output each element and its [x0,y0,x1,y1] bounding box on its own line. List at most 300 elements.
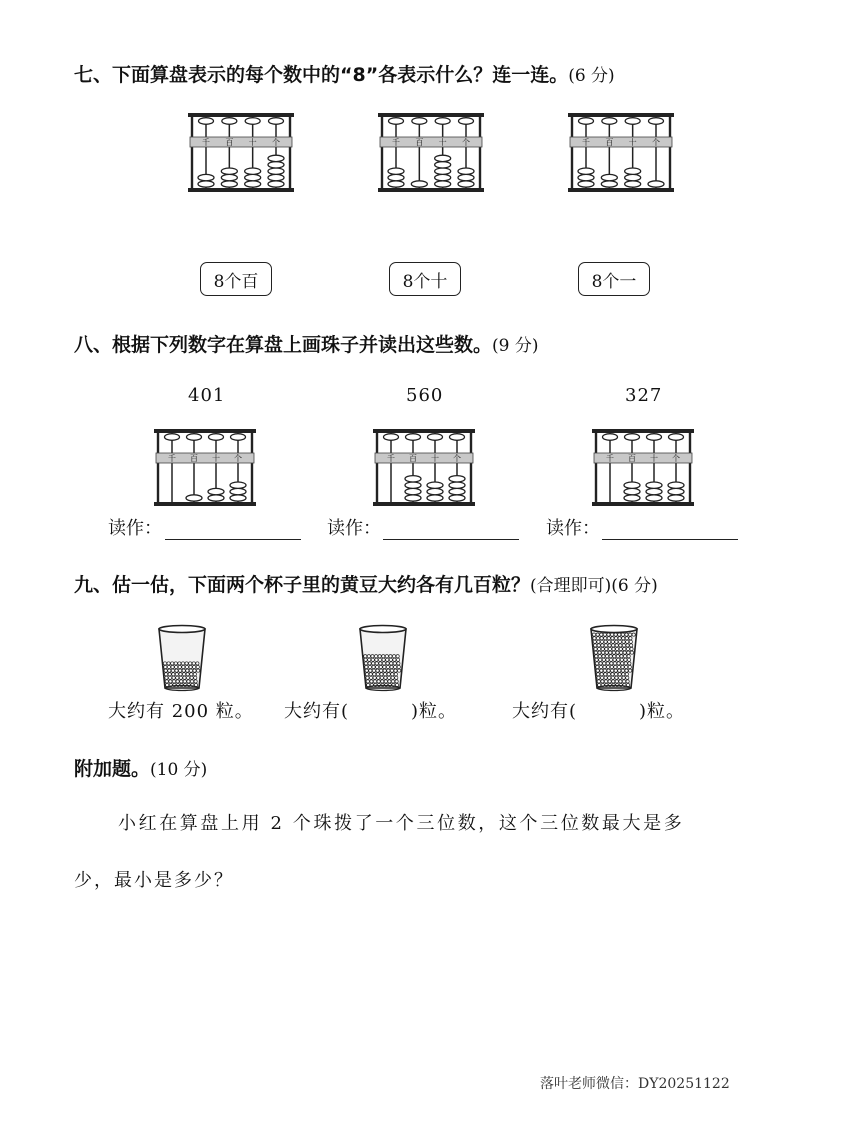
bean [389,655,392,658]
bean [163,662,166,665]
read-label-2: 读作： [327,518,381,539]
bean [180,680,183,683]
bean [183,676,186,679]
bean [602,658,605,661]
bean [620,655,623,658]
bean [626,647,629,650]
bean [387,669,390,672]
bean [596,673,599,676]
bean [613,658,616,661]
bean [172,676,175,679]
bean [390,669,393,672]
abacus-lower-bead [427,488,443,494]
bean [377,680,380,683]
bean [378,655,381,658]
bean [164,665,167,668]
bean [397,662,400,665]
abacus-upper-bead [187,434,202,441]
read-answer-line-1[interactable] [165,539,301,540]
bean [612,644,615,647]
bean [164,669,167,672]
abacus-place-label: 百 [628,454,636,463]
bean [392,655,395,658]
abacus-upper-bead [603,434,618,441]
abacus-upper-bead [165,434,180,441]
abacus-upper-bead [231,434,246,441]
cup-2-estimate[interactable] [284,697,457,723]
bean [599,662,602,665]
bean [381,680,384,683]
bean [615,680,618,683]
bean [189,665,192,668]
bean [183,680,186,683]
bean [365,665,368,668]
bean [182,665,185,668]
bean [627,651,630,654]
bean [393,658,396,661]
abacus-place-label: 百 [190,454,198,463]
bean [397,665,400,668]
abacus-lower-bead [458,181,474,187]
abacus-lower-bead [268,168,284,174]
bean [602,651,605,654]
abacus-lower-bead [449,476,465,482]
abacus-top-bar [154,429,256,433]
bean [606,662,609,665]
bean [383,669,386,672]
bean [386,658,389,661]
bean [387,673,390,676]
bean [594,647,597,650]
bean [176,676,179,679]
bean [610,633,613,636]
bean [611,640,614,643]
bean [622,673,625,676]
abacus-place-label: 十 [438,138,447,147]
bean [600,633,603,636]
bean [192,662,195,665]
abacus-place-label: 十 [248,138,257,147]
bean [609,655,612,658]
bean [372,669,375,672]
bean [178,665,181,668]
abacus-lower-bead [388,168,404,174]
bean [598,651,601,654]
cup-3-estimate[interactable] [512,697,685,723]
q7-title: 七、下面算盘表示的每个数中的“8”各表示什么？连一连。 [74,64,569,86]
bean [398,669,401,672]
bean [625,633,628,636]
bean [189,669,192,672]
bean [364,658,367,661]
bean [372,662,375,665]
bean [626,640,629,643]
bean [604,644,607,647]
abacus-top-bar [188,113,294,117]
footer-watermark: 落叶老师微信：DY20251122 [540,1076,730,1092]
q8-abacus-3[interactable] [590,428,696,508]
bean [600,637,603,640]
bean [190,673,193,676]
bean [376,665,379,668]
abacus-upper-bead [406,434,421,441]
bean [612,680,615,683]
abacus-upper-bead [412,118,427,125]
abacus-upper-bead [269,118,284,125]
bean [597,676,600,679]
bean [165,680,168,683]
bean [619,647,622,650]
bean [390,665,393,668]
bean [172,680,175,683]
bean [378,658,381,661]
bean [605,655,608,658]
cup-2-prefix: 大约有( [284,701,350,722]
bean [196,665,199,668]
bean [396,655,399,658]
abacus-upper-bead [647,434,662,441]
bean [185,665,188,668]
abacus-bottom-bar [378,188,484,192]
option-label: 8个一 [591,271,637,292]
bean [374,655,377,658]
bean [623,655,626,658]
bean [389,658,392,661]
bean [386,662,389,665]
bean [612,651,615,654]
bean [608,676,611,679]
bean [167,662,170,665]
abacus-upper-bead [602,118,617,125]
bean [365,669,368,672]
bean [626,676,629,679]
bean [194,680,197,683]
q9-points: (合理即可)(6 分) [530,576,658,596]
abacus-lower-bead [186,495,202,501]
bean [190,676,193,679]
bean [607,665,610,668]
option-8-hundreds[interactable] [200,262,272,296]
bean [627,658,630,661]
q8-abacus-2[interactable] [371,428,477,508]
bean [373,676,376,679]
abacus-place-label: 千 [168,454,176,463]
bean [371,655,374,658]
bean [391,676,394,679]
bean [187,680,190,683]
bean [604,673,607,676]
abacus-lower-bead [198,181,214,187]
q7-abacus-3 [566,112,676,194]
bean [595,655,598,658]
abacus-upper-bead [199,118,214,125]
bean [382,655,385,658]
abacus-lower-bead [435,155,451,161]
bean [171,665,174,668]
bean [601,647,604,650]
bean [616,647,619,650]
cup-2-suffix: )粒。 [411,701,458,722]
option-label: 8个十 [402,271,448,292]
bean [174,662,177,665]
bean [594,651,597,654]
bean [368,662,371,665]
abacus-lower-bead [435,162,451,168]
bean [185,662,188,665]
bean [604,676,607,679]
abacus-lower-bead [625,181,641,187]
abacus-lower-bead [601,181,617,187]
abacus-top-bar [373,429,475,433]
abacus-upper-bead [222,118,237,125]
abacus-upper-bead [428,434,443,441]
number-401: 401 [188,385,226,406]
bean [603,633,606,636]
cup-rim [591,626,637,633]
abacus-lower-bead [668,482,684,488]
q8-points: (9 分) [492,336,539,356]
abacus-lower-bead [435,174,451,180]
bean [625,669,628,672]
abacus-place-label: 千 [387,454,395,463]
bean [193,673,196,676]
bean [615,640,618,643]
bean [593,640,596,643]
abacus-lower-bead [624,482,640,488]
bean [614,673,617,676]
bean [386,665,389,668]
q7-heading [74,60,615,87]
bean [193,665,196,668]
bean [628,662,631,665]
abacus-lower-bead [230,488,246,494]
bean [375,658,378,661]
bean [621,633,624,636]
abacus-upper-bead [389,118,404,125]
bonus-line-2: 少，最小是多少？ [74,870,234,891]
abacus-top-bar [378,113,484,117]
bean [379,665,382,668]
bean [624,658,627,661]
bean [168,676,171,679]
bean [618,633,621,636]
bonus-line-1: 小红在算盘上用 2 个珠拨了一个三位数，这个三位数最大是多 [118,813,685,834]
bean [606,658,609,661]
bean [624,662,627,665]
option-8-ones[interactable] [578,262,650,296]
abacus-lower-bead [221,181,237,187]
abacus-lower-bead [578,181,594,187]
bean [611,669,614,672]
bean [365,673,368,676]
bean [179,673,182,676]
bean [600,676,603,679]
bean [391,680,394,683]
bean [620,651,623,654]
bean [384,680,387,683]
bean [617,665,620,668]
bean [364,662,367,665]
abacus-lower-bead [449,482,465,488]
bean [593,637,596,640]
bean [168,669,171,672]
bean [608,647,611,650]
bean [603,665,606,668]
abacus-lower-bead [245,168,261,174]
read-answer-line-2[interactable] [383,539,519,540]
bean [605,651,608,654]
bean [625,673,628,676]
abacus-place-label: 个 [462,138,470,147]
bean [619,644,622,647]
bean [179,676,182,679]
abacus-place-label: 个 [453,454,461,463]
abacus-place-label: 十 [628,138,637,147]
bean [597,644,600,647]
bean [622,640,625,643]
bean [395,680,398,683]
abacus-place-label: 百 [409,454,417,463]
bean [613,662,616,665]
read-answer-line-3[interactable] [602,539,738,540]
bean [186,673,189,676]
bean [394,665,397,668]
abacus-lower-bead [427,482,443,488]
bean [165,676,168,679]
abacus-place-label: 千 [606,454,614,463]
bean [617,658,620,661]
bean [616,655,619,658]
abacus-bottom-bar [188,188,294,192]
bean [596,633,599,636]
abacus-place-label: 个 [272,138,280,147]
abacus-lower-bead [578,168,594,174]
bean [182,669,185,672]
bean [596,665,599,668]
bean [369,669,372,672]
abacus-place-label: 个 [652,138,660,147]
bean [380,673,383,676]
abacus-lower-bead [449,495,465,501]
bean [625,637,628,640]
bean [600,673,603,676]
abacus-lower-bead [648,181,664,187]
bean [632,633,635,636]
abacus-lower-bead [578,174,594,180]
bean [175,673,178,676]
abacus-place-label: 千 [582,138,590,147]
bean [629,640,632,643]
bean [607,633,610,636]
bean [613,655,616,658]
cup-2-icon [357,624,409,692]
bean [615,644,618,647]
bean [175,669,178,672]
bean [630,647,633,650]
bean [608,680,611,683]
abacus-upper-bead [450,434,465,441]
q7-points: (6 分) [568,66,615,86]
abacus-lower-bead [458,174,474,180]
bean [379,662,382,665]
bean [390,662,393,665]
bean [614,637,617,640]
bean [603,669,606,672]
bean [615,676,618,679]
bean [168,673,171,676]
bean [600,640,603,643]
bean [182,673,185,676]
bean [611,637,614,640]
bean [598,647,601,650]
abacus-place-label: 十 [431,454,439,463]
bean [621,665,624,668]
bean [601,644,604,647]
bean [604,640,607,643]
option-8-tens[interactable] [389,262,461,296]
abacus-lower-bead [388,174,404,180]
bean [380,669,383,672]
abacus-lower-bead [268,155,284,161]
bean [618,676,621,679]
bean [622,637,625,640]
bonus-title: 附加题。 [74,758,151,780]
abacus-place-label: 千 [392,138,400,147]
bean [376,673,379,676]
cup-1-icon [156,624,208,692]
abacus-place-label: 十 [212,454,220,463]
bean [364,655,367,658]
number-327: 327 [625,385,663,406]
abacus-upper-bead [625,434,640,441]
bonus-heading [74,754,207,781]
bean [628,633,631,636]
abacus-lower-bead [458,168,474,174]
bean [172,673,175,676]
bean [370,680,373,683]
cup-3-icon [588,624,640,692]
bean [176,680,179,683]
bean [369,673,372,676]
bean [610,665,613,668]
abacus-lower-bead [624,488,640,494]
number-560: 560 [406,385,444,406]
bean [619,680,622,683]
bean [597,640,600,643]
bean [598,655,601,658]
bean [592,633,595,636]
bean [620,658,623,661]
q8-abacus-1[interactable] [152,428,258,508]
bean [373,673,376,676]
bean [604,637,607,640]
bean [630,644,633,647]
bean [614,665,617,668]
bean [368,665,371,668]
bean [629,637,632,640]
abacus-place-label: 个 [672,454,680,463]
abacus-upper-bead [459,118,474,125]
abacus-upper-bead [435,118,450,125]
bean [618,673,621,676]
bean [602,655,605,658]
bean [196,662,199,665]
abacus-lower-bead [411,181,427,187]
bean [626,644,629,647]
bean [621,669,624,672]
bean [609,651,612,654]
abacus-lower-bead [405,495,421,501]
